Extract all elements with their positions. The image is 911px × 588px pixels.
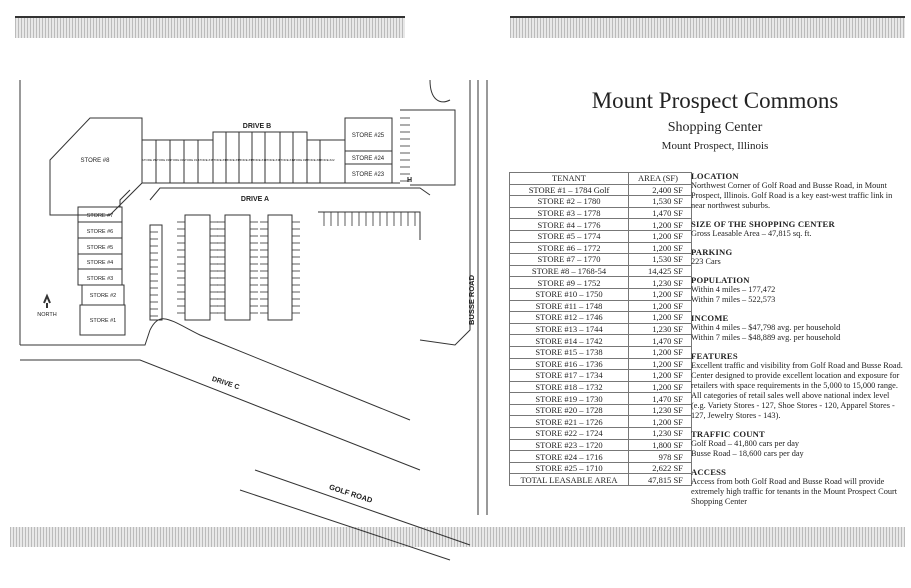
area-cell: 978 SF xyxy=(629,451,692,463)
store-23-label: STORE #23 xyxy=(351,172,385,178)
info-heading: LOCATION xyxy=(691,171,739,181)
info-text xyxy=(691,257,906,267)
info-text xyxy=(691,361,906,421)
info-heading: POPULATION xyxy=(691,275,750,285)
strip-store-label: STORE #10 xyxy=(154,158,172,162)
info-text xyxy=(691,323,906,343)
area-cell: 1,200 SF xyxy=(629,370,692,382)
store-24-label: STORE #24 xyxy=(351,156,385,162)
table-row xyxy=(510,416,692,428)
drive-a-label: DRIVE A xyxy=(240,196,270,203)
info-text xyxy=(691,181,906,211)
table-row xyxy=(510,335,692,347)
table-row xyxy=(510,370,692,382)
table-row xyxy=(510,462,692,474)
tenant-cell: STORE #3 – 1778 xyxy=(510,207,629,219)
table-row xyxy=(510,404,692,416)
tenant-cell: STORE #17 – 1734 xyxy=(510,370,629,382)
info-text xyxy=(691,229,906,239)
table-row xyxy=(510,300,692,312)
info-line: Busse Road – 18,600 cars per day xyxy=(691,449,804,458)
info-section xyxy=(691,429,906,459)
area-cell: 1,200 SF xyxy=(629,381,692,393)
area-cell: 1,470 SF xyxy=(629,207,692,219)
north-arrow-icon xyxy=(44,296,50,308)
area-cell: 2,400 SF xyxy=(629,184,692,196)
tenant-cell: STORE #24 – 1716 xyxy=(510,451,629,463)
strip-store-label: STORE #13 xyxy=(197,158,214,162)
area-cell: 47,815 SF xyxy=(629,474,692,486)
area-cell: 1,230 SF xyxy=(629,404,692,416)
info-line: Within 4 miles – 177,472 xyxy=(691,285,776,294)
area-cell: 1,470 SF xyxy=(629,393,692,405)
info-heading: SIZE OF THE SHOPPING CENTER xyxy=(691,219,835,229)
info-line: Northwest Corner of Golf Road and Busse Road, in Mount Prospect, Illinois. Golf Road is a key east-west traffic link in near northwest suburbs. xyxy=(691,181,893,210)
strip-store-label: STORE #17 xyxy=(250,158,267,162)
strip-store-label: STORE #12 xyxy=(182,158,200,162)
strip-store-label: STORE #22 xyxy=(318,158,335,162)
info-line: 223 Cars xyxy=(691,257,721,266)
store-8-label: STORE #8 xyxy=(80,158,110,164)
drive-c-label: DRIVE C xyxy=(210,375,241,392)
table-row xyxy=(510,207,692,219)
area-cell: 1,800 SF xyxy=(629,439,692,451)
table-total-row xyxy=(510,474,692,486)
area-cell: 1,530 SF xyxy=(629,196,692,208)
store-5-label: STORE #5 xyxy=(86,245,114,251)
table-row xyxy=(510,393,692,405)
table-row xyxy=(510,196,692,208)
tenant-cell: STORE #15 – 1738 xyxy=(510,346,629,358)
location-line: Mount Prospect, Illinois xyxy=(661,140,769,152)
info-section xyxy=(691,351,906,421)
info-line: Excellent traffic and visibility from Golf Road and Busse Road. Center designed to provide excellent location and exposure for retailers with space requirements in the 5,000 to 15,000 range. All categories of retail sales well above national index level (e.g. Variety Stores - 127, Shoe Stores - 120, Apparel Stores - 127, Jewelry Stores - 143). xyxy=(691,361,903,420)
drive-b-label: DRIVE B xyxy=(242,123,272,130)
tenant-cell: STORE #4 – 1776 xyxy=(510,219,629,231)
table-row xyxy=(510,219,692,231)
strip-store-label: STORE #18 xyxy=(264,158,281,162)
info-section xyxy=(691,247,906,267)
busse-road-label: BUSSE ROAD xyxy=(467,274,476,326)
tenant-cell: STORE #9 – 1752 xyxy=(510,277,629,289)
tenant-cell: STORE #1 – 1784 Golf xyxy=(510,184,629,196)
info-section xyxy=(691,171,906,211)
tenant-cell: STORE #12 – 1746 xyxy=(510,312,629,324)
info-line: Gross Leasable Area – 47,815 sq. ft. xyxy=(691,229,812,238)
table-row xyxy=(510,254,692,266)
store-4-label: STORE #4 xyxy=(86,260,114,266)
table-row xyxy=(510,230,692,242)
strip-store-label: STORE #21 xyxy=(305,158,322,162)
info-line: Within 7 miles – $48,889 avg. per household xyxy=(691,333,841,342)
tenant-cell: STORE #2 – 1780 xyxy=(510,196,629,208)
tenant-header: TENANT xyxy=(510,173,629,185)
tenant-cell: STORE #6 – 1772 xyxy=(510,242,629,254)
tenant-cell: STORE #21 – 1726 xyxy=(510,416,629,428)
info-text xyxy=(691,477,906,507)
info-section xyxy=(691,219,906,239)
tenant-cell: STORE #11 – 1748 xyxy=(510,300,629,312)
info-line: Access from both Golf Road and Busse Road will provide extremely high traffic for tenants in the Mount Prospect Court Shopping Center xyxy=(691,477,898,506)
area-cell: 1,200 SF xyxy=(629,312,692,324)
tenant-cell: STORE #23 – 1720 xyxy=(510,439,629,451)
info-heading: PARKING xyxy=(691,247,733,257)
store-25-label: STORE #25 xyxy=(351,133,385,139)
info-text xyxy=(691,285,906,305)
store-2-label: STORE #2 xyxy=(89,293,117,299)
strip-store-label: STORE #16 xyxy=(237,158,254,162)
area-cell: 1,470 SF xyxy=(629,335,692,347)
table-row xyxy=(510,428,692,440)
tenant-cell: STORE #7 – 1770 xyxy=(510,254,629,266)
info-section xyxy=(691,313,906,343)
tenant-cell: TOTAL LEASABLE AREA xyxy=(510,474,629,486)
tenant-cell: STORE #20 – 1728 xyxy=(510,404,629,416)
tenant-table xyxy=(509,172,692,486)
top-rule-right xyxy=(510,16,905,18)
store-7-label: STORE #7 xyxy=(86,213,114,219)
tenant-cell: STORE #8 – 1768-54 xyxy=(510,265,629,277)
tenant-cell: STORE #5 – 1774 xyxy=(510,230,629,242)
tenant-cell: STORE #14 – 1742 xyxy=(510,335,629,347)
tenant-cell: STORE #16 – 1736 xyxy=(510,358,629,370)
table-row xyxy=(510,323,692,335)
area-cell: 1,200 SF xyxy=(629,230,692,242)
strip-store-label: STORE #9 xyxy=(141,158,157,162)
info-line: Within 4 miles – $47,798 avg. per household xyxy=(691,323,841,332)
strip-store-label: STORE #14 xyxy=(211,158,228,162)
tenant-cell: STORE #18 – 1732 xyxy=(510,381,629,393)
table-row xyxy=(510,381,692,393)
info-line: Within 7 miles – 522,573 xyxy=(691,295,776,304)
page-title: Mount Prospect Commons xyxy=(591,88,839,113)
table-row xyxy=(510,358,692,370)
table-row xyxy=(510,277,692,289)
info-line: Golf Road – 41,800 cars per day xyxy=(691,439,800,448)
tenant-cell: STORE #13 – 1744 xyxy=(510,323,629,335)
info-section xyxy=(691,467,906,507)
info-heading: TRAFFIC COUNT xyxy=(691,429,765,439)
area-cell: 1,230 SF xyxy=(629,277,692,289)
tenant-cell: STORE #10 – 1750 xyxy=(510,288,629,300)
area-cell: 1,200 SF xyxy=(629,219,692,231)
area-cell: 1,200 SF xyxy=(629,346,692,358)
table-row xyxy=(510,451,692,463)
table-header-row xyxy=(510,173,692,185)
table-row xyxy=(510,346,692,358)
area-cell: 2,622 SF xyxy=(629,462,692,474)
store-6-label: STORE #6 xyxy=(86,229,114,235)
info-section xyxy=(691,275,906,305)
table-row xyxy=(510,312,692,324)
north-label: NORTH xyxy=(37,312,57,318)
area-cell: 1,200 SF xyxy=(629,416,692,428)
area-header: AREA (SF) xyxy=(629,173,692,185)
tenant-cell: STORE #25 – 1710 xyxy=(510,462,629,474)
golf-road-label: GOLF ROAD xyxy=(327,482,374,505)
property-info xyxy=(691,171,906,515)
info-heading: INCOME xyxy=(691,313,729,323)
info-text xyxy=(691,439,906,459)
area-cell: 14,425 SF xyxy=(629,265,692,277)
table-row xyxy=(510,242,692,254)
page-subtitle: Shopping Center xyxy=(667,120,763,135)
strip-store-label: STORE #11 xyxy=(169,158,185,162)
area-cell: 1,200 SF xyxy=(629,300,692,312)
store-3-label: STORE #3 xyxy=(86,276,114,282)
table-row xyxy=(510,288,692,300)
table-row xyxy=(510,265,692,277)
area-cell: 1,200 SF xyxy=(629,242,692,254)
tenant-cell: STORE #22 – 1724 xyxy=(510,428,629,440)
info-heading: ACCESS xyxy=(691,467,727,477)
tenant-cell: STORE #19 – 1730 xyxy=(510,393,629,405)
store-1-label: STORE #1 xyxy=(89,318,117,324)
strip-store-label: STORE #19 xyxy=(278,158,295,162)
strip-store-label: STORE #15 xyxy=(224,158,241,162)
table-row xyxy=(510,184,692,196)
area-cell: 1,530 SF xyxy=(629,254,692,266)
table-row xyxy=(510,439,692,451)
area-cell: 1,230 SF xyxy=(629,323,692,335)
area-cell: 1,200 SF xyxy=(629,358,692,370)
area-cell: 1,200 SF xyxy=(629,288,692,300)
strip-store-label: STORE #20 xyxy=(291,158,309,162)
handicap-icon: H xyxy=(407,177,413,184)
info-heading: FEATURES xyxy=(691,351,738,361)
area-cell: 1,230 SF xyxy=(629,428,692,440)
top-band-right xyxy=(510,18,905,38)
